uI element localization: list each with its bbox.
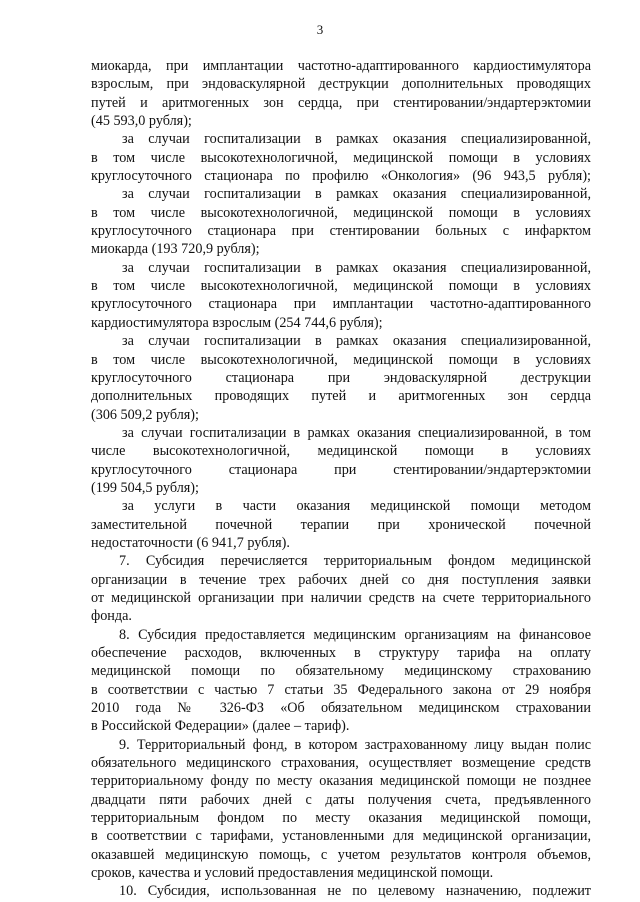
text-line: заместительной почечной терапии при хронической почечной <box>91 516 591 533</box>
text-line: 8. Субсидия предоставляется медицинским организациям на финансовое <box>119 626 591 643</box>
page-number: 3 <box>316 22 324 37</box>
text-line: взрослым, при эндоваскулярной деструкции дополнительных проводящих <box>91 76 591 93</box>
text-line: миокарда (193 720,9 рубля); <box>91 241 260 258</box>
text-line: круглосуточного стационара при стентировании больных с инфарктом <box>91 223 591 240</box>
text-line: в том числе высокотехнологичной, медицинской помощи в условиях <box>91 278 591 295</box>
text-line: за случаи госпитализации в рамках оказания специализированной, <box>122 186 591 203</box>
text-line: обеспечение расходов, включенных в структуру тарифа на оплату <box>91 645 591 661</box>
text-line: территориальному фонду по месту оказания медицинской помощи не позднее <box>91 773 591 790</box>
text-line: обязательного медицинского страхования, осуществляет возмещение средств <box>91 755 591 772</box>
text-line: за случаи госпитализации в рамках оказания специализированной, в том <box>122 424 591 441</box>
text-line: (306 509,2 рубля); <box>91 406 199 423</box>
text-line: дополнительных проводящих путей и аритмогенных зон сердца <box>91 388 591 405</box>
text-line: в том числе высокотехнологичной, медицинской помощи в условиях <box>91 149 591 166</box>
text-line: 2010 года № 326-ФЗ «Об обязательном медицинском страховании <box>91 700 591 717</box>
text-line: организации в течение трех рабочих дней со дня поступления заявки <box>91 571 591 588</box>
text-line: числе высокотехнологичной, медицинской помощи в условиях <box>91 443 591 460</box>
text-line: путей и аритмогенных зон сердца, при стентировании/эндартерэктомии <box>91 94 591 111</box>
text-line: за услуги в части оказания медицинской помощи методом <box>122 498 591 515</box>
text-line: за случаи госпитализации в рамках оказания специализированной, <box>122 259 591 276</box>
text-line: 7. Субсидия перечисляется территориальным фондом медицинской <box>119 553 591 570</box>
text-line: медицинской помощи по обязательному медицинскому страхованию <box>91 663 591 680</box>
text-line: недостаточности (6 941,7 рубля). <box>91 534 290 551</box>
text-line: от медицинской организации при наличии средств на счете территориального <box>91 589 591 606</box>
text-line: миокарда, при имплантации частотно-адаптированного кардиостимулятора <box>91 58 591 74</box>
text-line: сроков, качества и условий предоставления медицинской помощи. <box>91 865 494 882</box>
text-line: в Российской Федерации» (далее – тариф). <box>91 718 350 735</box>
text-line: фонда. <box>91 608 132 625</box>
text-line: круглосуточного стационара при стентировании/эндартерэктомии <box>91 461 591 478</box>
text-line: в соответствии с тарифами, установленными для медицинской организации, <box>91 828 591 845</box>
text-line: двадцати пяти рабочих дней с даты получения счета, предъявленного <box>91 791 591 808</box>
text-line: (45 593,0 рубля); <box>91 113 192 130</box>
text-line: в том числе высокотехнологичной, медицинской помощи в условиях <box>91 204 591 221</box>
text-line: 9. Территориальный фонд, в котором застрахованному лицу выдан полис <box>119 736 591 753</box>
text-line: в том числе высокотехнологичной, медицинской помощи в условиях <box>91 351 591 368</box>
text-line: за случаи госпитализации в рамках оказания специализированной, <box>122 333 591 350</box>
text-line: территориальным фондом по месту оказания медицинской помощи, <box>91 810 591 827</box>
body-text <box>91 57 591 901</box>
text-line: (199 504,5 рубля); <box>91 479 199 496</box>
text-line: за случаи госпитализации в рамках оказания специализированной, <box>122 131 591 148</box>
text-line: круглосуточного стационара при эндоваскулярной деструкции <box>91 369 591 386</box>
text-line: оказавшей медицинскую помощь, с учетом результатов контроля объемов, <box>91 846 591 863</box>
text-line: кардиостимулятора взрослым (254 744,6 рубля); <box>91 314 383 331</box>
text-line: 10. Субсидия, использованная не по целевому назначению, подлежит <box>119 883 591 900</box>
text-line: в соответствии с частью 7 статьи 35 Федерального закона от 29 ноября <box>91 681 591 698</box>
text-line: круглосуточного стационара по профилю «Онкология» (96 943,5 рубля); <box>91 168 591 185</box>
text-line: круглосуточного стационара при имплантации частотно-адаптированного <box>91 296 591 313</box>
